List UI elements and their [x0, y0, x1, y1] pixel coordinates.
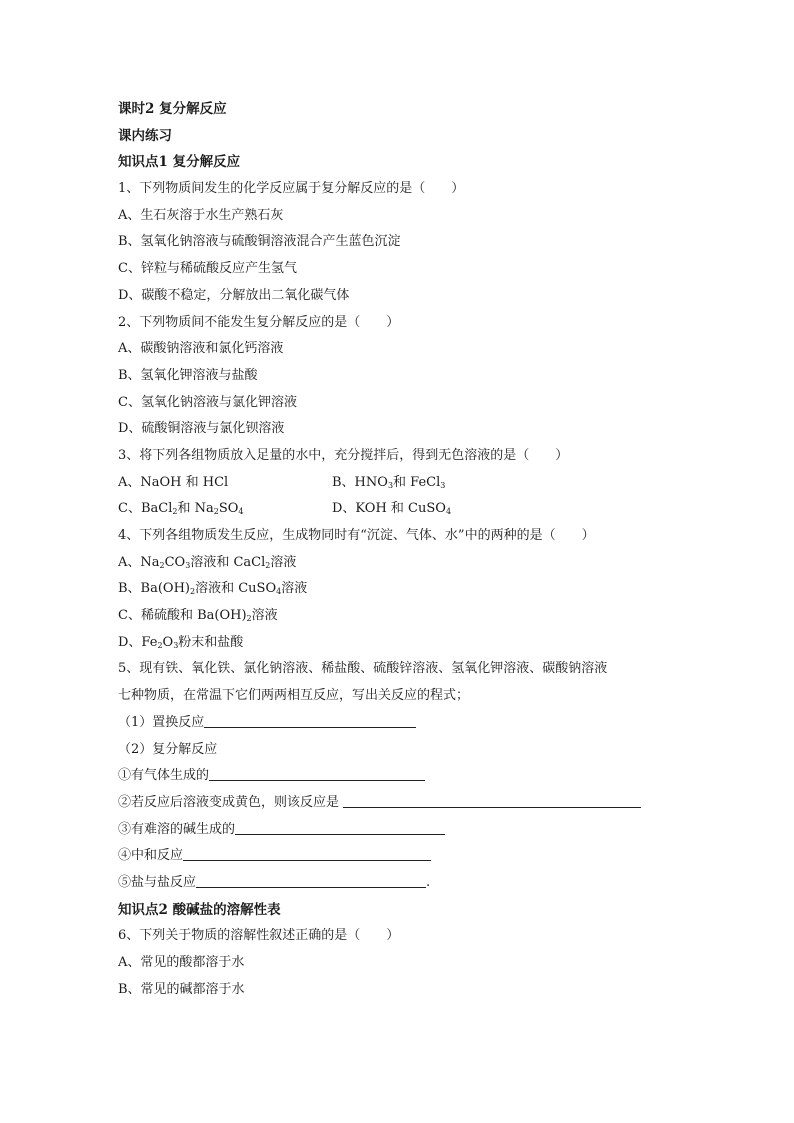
q3-option-b: B、$HNO_3$和 FeCl$_3$ [332, 474, 446, 490]
q6-stem: 6、下列关于物质的溶解性叙述正确的是（ ） [118, 928, 400, 944]
q3-option-a: A、NaOH 和 HCl [118, 474, 229, 490]
q4-option-b: B、$Ba(OH)_2$溶液和 CuSO$_4$溶液 [118, 581, 308, 597]
q1-option-d: D、碳酸不稳定，分解放出二氧化碳气体 [118, 287, 350, 303]
q2-option-b: B、氢氧化钾溶液与盐酸 [118, 367, 258, 383]
knowledge-point-1-title: 知识点1 复分解反应 [118, 154, 241, 171]
q3-stem: 3、将下列各组物质放入足量的水中，充分搅拌后，得到无色溶液的是（ ） [118, 447, 569, 463]
q5-stem-line-2: 七种物质，在常温下它们两两相互反应，写出关反应的程式； [118, 688, 470, 704]
q5-part-1: （1）置换反应 [118, 710, 718, 737]
q5-item-5-answer-blank[interactable] [196, 873, 426, 888]
q3-option-d: D、KOH 和 CuSO$_4$ [332, 501, 452, 517]
q6-option-b: B、常见的碱都溶于水 [118, 981, 245, 997]
q1-option-b: B、氢氧化钠溶液与硫酸铜溶液混合产生蓝色沉淀 [118, 234, 401, 250]
knowledge-point-2-title: 知识点2 酸碱盐的溶解性表 [118, 901, 281, 918]
q6-option-a: A、常见的酸都溶于水 [118, 955, 245, 970]
q5-item-2-answer-blank[interactable] [343, 793, 641, 808]
q2-option-c: C、氢氧化钠溶液与氯化钾溶液 [118, 394, 297, 410]
q5-item-1: ①有气体生成的 [118, 763, 718, 790]
q4-option-c: C、稀硫酸和 $Ba(OH)_2$溶液 [118, 608, 278, 624]
q5-item-4: ④中和反应 [118, 843, 718, 870]
q3-options-row-1 [118, 470, 718, 497]
q1-option-a: A、生石灰溶于水生产熟石灰 [118, 207, 284, 223]
q4-option-a: A、$Na_2CO_3$溶液和 CaCl$_2$溶液 [118, 554, 297, 570]
q2-stem: 2、下列物质间不能发生复分解反应的是（ ） [118, 314, 400, 330]
q5-item-4-answer-blank[interactable] [183, 846, 431, 861]
q5-part-1-answer-blank[interactable] [204, 713, 416, 728]
q4-option-d: D、$Fe_2O_3$粉末和盐酸 [118, 634, 244, 650]
q3-option-c: C、BaCl$_2$和 $Na_2SO_4$ [118, 501, 244, 517]
lesson-title: 课时2 复分解反应 [118, 101, 227, 117]
section-title: 课内练习 [118, 127, 172, 144]
q5-item-2: ②若反应后溶液变成黄色，则该反应是 [118, 790, 718, 817]
q5-item-3-answer-blank[interactable] [235, 820, 445, 835]
q4-stem: 4、下列各组物质发生反应，生成物同时有“沉淀、气体、水”中的两种的是（ ） [118, 528, 595, 543]
q5-item-5: ⑤盐与盐反应 . [118, 874, 431, 890]
q2-option-d: D、硫酸铜溶液与氯化钡溶液 [118, 421, 285, 437]
q5-part-2: （2）复分解反应 [118, 741, 218, 757]
q3-options-row-2 [118, 496, 718, 523]
q2-option-a: A、碳酸钠溶液和氯化钙溶液 [118, 341, 284, 357]
q5-item-1-answer-blank[interactable] [209, 766, 425, 781]
q1-stem: 1、下列物质间发生的化学反应属于复分解反应的是（ ） [118, 181, 465, 197]
q5-stem-line-1: 5、现有铁、氧化铁、氯化钠溶液、稀盐酸、硫酸锌溶液、氢氧化钾溶液、碳酸钠溶液 [118, 661, 608, 677]
q1-option-c: C、锌粒与稀硫酸反应产生氢气 [118, 261, 297, 277]
q5-item-3: ③有难溶的碱生成的 [118, 817, 718, 844]
worksheet-page [118, 96, 718, 1003]
